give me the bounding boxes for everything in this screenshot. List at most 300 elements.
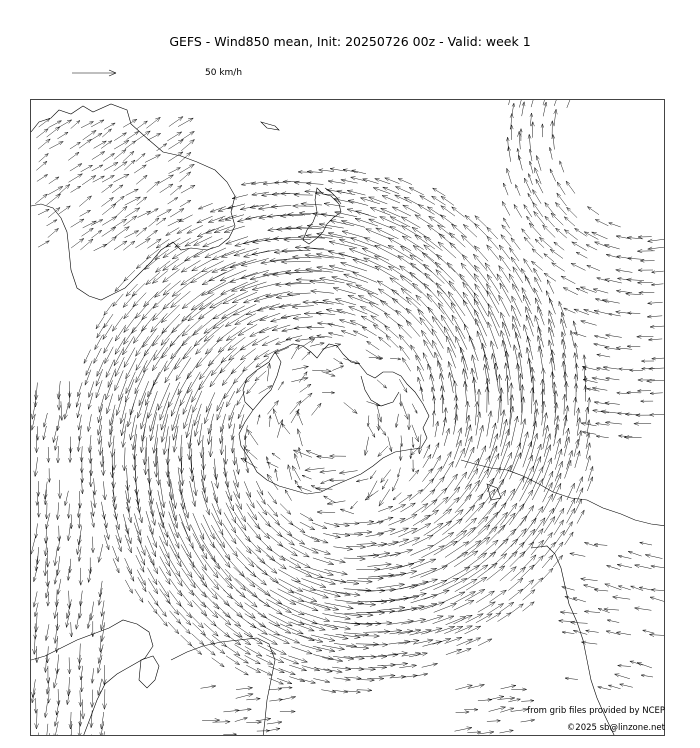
- wind-arrow: [538, 306, 545, 325]
- wind-arrow: [531, 100, 536, 107]
- wind-arrow: [511, 688, 526, 691]
- wind-arrow: [170, 325, 190, 347]
- wind-arrow: [278, 570, 300, 583]
- wind-arrow: [604, 608, 619, 611]
- wind-arrow: [639, 291, 655, 294]
- wind-arrow: [278, 603, 304, 615]
- wind-arrow: [122, 448, 126, 471]
- wind-arrow: [172, 258, 190, 270]
- wind-arrow: [549, 310, 555, 327]
- wind-arrow: [570, 553, 586, 557]
- wind-arrow: [401, 618, 425, 624]
- wind-arrow: [486, 378, 490, 404]
- wind-arrow: [245, 647, 262, 657]
- wind-arrow: [91, 230, 101, 238]
- wind-arrow: [226, 491, 234, 511]
- wind-arrow: [91, 501, 95, 517]
- wind-arrow: [47, 220, 58, 226]
- wind-arrow: [223, 612, 241, 626]
- wind-arrow: [137, 393, 146, 419]
- wind-arrow: [564, 308, 576, 313]
- wind-arrow: [206, 392, 215, 412]
- wind-arrow: [130, 415, 136, 440]
- wind-arrow: [145, 379, 156, 405]
- wind-arrow: [181, 545, 194, 568]
- wind-arrow: [236, 457, 240, 474]
- wind-arrow: [132, 425, 137, 450]
- wind-arrow: [460, 347, 468, 370]
- wind-arrow: [202, 718, 220, 722]
- wind-arrow: [365, 491, 378, 501]
- wind-arrow: [647, 379, 665, 383]
- wind-arrow: [346, 602, 375, 606]
- wind-map: [30, 99, 665, 736]
- wind-arrow: [367, 416, 369, 427]
- wind-arrow: [94, 141, 107, 148]
- wind-arrow: [294, 454, 300, 470]
- wind-arrow: [302, 475, 312, 479]
- wind-arrow: [163, 269, 180, 282]
- wind-arrow: [91, 668, 94, 683]
- wind-arrow: [267, 504, 278, 517]
- wind-arrow: [292, 305, 314, 309]
- wind-arrow: [179, 533, 192, 558]
- wind-arrow: [280, 710, 295, 713]
- wind-arrow: [432, 396, 435, 412]
- wind-arrow: [547, 280, 554, 294]
- wind-arrow: [424, 245, 444, 261]
- wind-arrow: [370, 471, 376, 479]
- wind-arrow: [260, 313, 281, 320]
- wind-arrow: [71, 121, 80, 129]
- wind-arrow: [306, 182, 323, 186]
- wind-arrow: [75, 614, 79, 630]
- wind-arrow: [651, 589, 665, 592]
- wind-arrow: [636, 414, 651, 417]
- wind-arrow: [368, 426, 375, 438]
- wind-arrow: [149, 218, 160, 227]
- wind-arrow: [629, 369, 642, 372]
- wind-arrow: [149, 501, 156, 525]
- wind-arrow: [267, 646, 286, 655]
- wind-arrow: [205, 404, 212, 424]
- wind-arrow: [487, 720, 501, 723]
- wind-arrow: [163, 247, 179, 257]
- wind-arrow: [293, 450, 312, 457]
- wind-arrow: [587, 265, 600, 270]
- wind-arrow: [71, 239, 84, 249]
- wind-arrow: [267, 599, 292, 613]
- wind-arrow: [46, 548, 50, 568]
- wind-arrow: [505, 375, 509, 405]
- wind-arrow: [269, 304, 291, 310]
- wind-arrow: [295, 480, 302, 491]
- wind-arrow: [86, 361, 92, 376]
- wind-arrow: [278, 524, 293, 535]
- wind-arrow: [237, 379, 247, 393]
- wind-arrow: [257, 558, 277, 574]
- wind-arrow: [57, 536, 60, 551]
- wind-arrow: [125, 558, 132, 574]
- wind-arrow: [555, 530, 565, 544]
- wind-arrow: [544, 517, 555, 534]
- wind-arrow: [79, 690, 82, 706]
- wind-arrow: [313, 679, 330, 683]
- wind-arrow: [581, 320, 597, 325]
- wind-arrow: [563, 394, 567, 414]
- wind-arrow: [627, 312, 640, 315]
- wind-arrow: [201, 555, 218, 578]
- wind-arrow: [312, 548, 331, 555]
- wind-arrow: [452, 315, 465, 339]
- wind-arrow: [627, 257, 643, 260]
- wind-arrow: [533, 444, 541, 468]
- wind-arrow: [330, 479, 345, 482]
- wind-arrow: [135, 471, 139, 496]
- wind-arrow: [410, 272, 431, 291]
- wind-arrow: [300, 622, 325, 630]
- wind-arrow: [147, 239, 161, 249]
- wind-arrow: [551, 213, 563, 225]
- wind-arrow: [79, 568, 83, 585]
- wind-arrow: [512, 284, 522, 303]
- wind-arrow: [471, 355, 477, 380]
- wind-arrow: [606, 334, 622, 338]
- wind-arrow: [37, 503, 40, 518]
- wind-arrow: [465, 447, 474, 468]
- wind-arrow: [124, 160, 135, 170]
- wind-arrow: [398, 468, 401, 478]
- wind-arrow: [487, 566, 505, 581]
- wind-arrow: [39, 119, 50, 128]
- wind-arrow: [301, 578, 326, 587]
- wind-arrow: [533, 202, 543, 217]
- wind-arrow: [111, 436, 115, 458]
- wind-arrow: [69, 447, 72, 463]
- wind-arrow: [500, 567, 517, 581]
- wind-arrow: [501, 312, 510, 336]
- wind-arrow: [524, 205, 532, 218]
- wind-arrow: [442, 552, 468, 568]
- wind-arrow: [49, 177, 59, 184]
- wind-arrow: [404, 197, 420, 206]
- wind-arrow: [562, 361, 566, 380]
- wind-arrow: [147, 181, 160, 192]
- wind-arrow: [57, 132, 68, 139]
- wind-arrow: [392, 478, 398, 491]
- wind-arrow: [91, 220, 103, 226]
- wind-arrow: [640, 259, 654, 262]
- wind-arrow: [499, 245, 510, 259]
- wind-arrow: [302, 352, 311, 360]
- wind-arrow: [236, 693, 253, 698]
- wind-arrow: [71, 219, 84, 227]
- wind-arrow: [437, 361, 443, 380]
- wind-arrow: [254, 350, 269, 360]
- wind-arrow: [388, 620, 413, 625]
- wind-arrow: [267, 363, 271, 381]
- wind-arrow: [522, 555, 536, 570]
- wind-arrow: [433, 488, 447, 503]
- wind-arrow: [106, 394, 112, 414]
- wind-arrow: [45, 724, 49, 736]
- wind-arrow: [47, 733, 50, 736]
- wind-arrow: [102, 204, 116, 215]
- wind-arrow: [77, 503, 80, 517]
- data-source-credit: from grib files provided by NCEP: [527, 706, 665, 716]
- wind-arrow: [240, 349, 255, 361]
- wind-arrow: [295, 339, 311, 342]
- wind-arrow: [101, 622, 105, 641]
- wind-arrow: [377, 404, 382, 422]
- wind-arrow: [168, 198, 178, 205]
- wind-arrow: [332, 366, 343, 371]
- wind-arrow: [212, 635, 227, 647]
- wind-arrow: [565, 460, 572, 478]
- wind-arrow: [554, 242, 564, 250]
- wind-arrow: [77, 403, 81, 418]
- wind-arrow: [522, 102, 525, 116]
- wind-arrow: [274, 181, 290, 184]
- wind-arrow: [67, 591, 71, 609]
- wind-arrow: [53, 426, 58, 443]
- wind-arrow: [98, 679, 102, 696]
- wind-arrow: [502, 201, 510, 215]
- wind-arrow: [497, 274, 508, 293]
- wind-arrow: [97, 360, 104, 376]
- wind-arrow: [446, 649, 462, 655]
- wind-arrow: [561, 319, 566, 336]
- wind-arrow: [275, 469, 278, 481]
- wind-arrow: [287, 292, 311, 296]
- wind-arrow: [616, 269, 633, 273]
- wind-arrow: [147, 230, 158, 238]
- wind-arrow: [69, 437, 72, 453]
- wind-arrow: [536, 179, 543, 193]
- wind-arrow: [240, 339, 257, 350]
- wind-arrow: [322, 391, 335, 394]
- wind-arrow: [541, 532, 552, 547]
- wind-arrow: [537, 336, 543, 358]
- wind-arrow: [151, 313, 168, 332]
- wind-arrow: [235, 578, 257, 597]
- wind-arrow: [502, 322, 511, 348]
- wind-arrow: [166, 238, 181, 247]
- wind-arrow: [324, 624, 350, 630]
- wind-arrow: [412, 460, 415, 472]
- wind-arrow: [356, 285, 378, 295]
- wind-arrow: [148, 372, 160, 397]
- wind-arrow: [598, 686, 611, 690]
- wind-arrow: [411, 446, 421, 455]
- wind-arrow: [312, 523, 327, 529]
- wind-arrow: [357, 542, 377, 546]
- wind-arrow: [367, 563, 391, 567]
- wind-arrow: [301, 569, 324, 578]
- wind-arrow: [303, 534, 320, 542]
- wind-arrow: [136, 153, 145, 161]
- wind-arrow: [478, 699, 492, 702]
- wind-arrow: [630, 661, 643, 665]
- wind-arrow: [87, 414, 91, 431]
- wind-arrow: [232, 292, 257, 303]
- wind-arrow: [500, 708, 514, 712]
- wind-arrow: [214, 459, 218, 480]
- wind-arrow: [521, 580, 534, 592]
- wind-arrow: [543, 225, 556, 238]
- wind-arrow: [554, 403, 558, 425]
- legend-speed-label: 50 km/h: [205, 68, 243, 78]
- wind-arrow: [235, 718, 248, 722]
- wind-arrow: [178, 118, 193, 127]
- wind-arrow: [81, 165, 93, 172]
- wind-arrow: [361, 316, 378, 325]
- wind-arrow: [247, 546, 265, 564]
- wind-arrow: [271, 204, 291, 208]
- wind-arrow: [299, 211, 322, 215]
- wind-arrow: [377, 517, 394, 522]
- wind-arrow: [648, 247, 664, 250]
- wind-arrow: [648, 302, 663, 305]
- wind-arrow: [147, 249, 160, 259]
- wind-arrow: [567, 100, 572, 108]
- wind-arrow: [161, 305, 179, 323]
- wind-arrow: [559, 619, 575, 622]
- wind-arrow: [477, 331, 486, 358]
- wind-arrow: [56, 446, 60, 463]
- wind-arrow: [54, 547, 58, 565]
- wind-arrow: [90, 710, 94, 727]
- wind-arrow: [368, 552, 390, 556]
- wind-arrow: [159, 175, 174, 184]
- wind-arrow: [461, 235, 475, 249]
- wind-arrow: [488, 503, 506, 526]
- wind-arrow: [592, 387, 607, 390]
- wind-arrow: [576, 408, 580, 426]
- wind-arrow: [281, 514, 294, 525]
- wind-arrow: [605, 421, 622, 424]
- wind-arrow: [38, 209, 49, 215]
- wind-arrow: [115, 227, 129, 237]
- wind-arrow: [247, 382, 257, 394]
- wind-arrow: [115, 370, 124, 390]
- wind-arrow: [500, 410, 506, 438]
- wind-arrow: [503, 218, 509, 228]
- wind-arrow: [538, 346, 543, 369]
- wind-arrow: [391, 505, 406, 512]
- wind-arrow: [335, 211, 357, 217]
- wind-arrow: [170, 479, 176, 508]
- wind-arrow: [193, 317, 215, 336]
- wind-arrow: [561, 276, 575, 284]
- wind-arrow: [180, 172, 191, 182]
- wind-arrow: [44, 482, 48, 500]
- wind-arrow: [333, 547, 352, 551]
- wind-arrow: [378, 629, 402, 633]
- wind-arrow: [356, 642, 379, 646]
- wind-arrow: [292, 255, 321, 259]
- wind-arrow: [534, 211, 545, 225]
- wind-arrow: [530, 113, 533, 126]
- wind-arrow: [276, 339, 292, 345]
- wind-arrow: [155, 283, 171, 297]
- wind-arrow: [322, 658, 343, 663]
- wind-arrow: [433, 188, 446, 196]
- wind-arrow: [651, 283, 663, 286]
- wind-arrow: [410, 546, 433, 556]
- wind-arrows: [31, 100, 665, 736]
- wind-arrow: [54, 570, 57, 585]
- wind-arrow: [35, 523, 38, 538]
- wind-arrow: [182, 568, 196, 588]
- wind-arrow: [199, 371, 212, 391]
- wind-arrow: [575, 363, 579, 381]
- wind-arrow: [254, 295, 278, 302]
- wind-arrow: [54, 436, 58, 451]
- wind-arrow: [366, 229, 390, 239]
- wind-arrow: [334, 678, 351, 681]
- wind-arrow: [527, 336, 533, 360]
- wind-arrow: [444, 428, 449, 446]
- wind-arrow: [276, 294, 300, 299]
- wind-arrow: [520, 506, 534, 526]
- wind-arrow: [245, 458, 249, 473]
- wind-arrow: [246, 306, 269, 315]
- wind-arrow: [269, 415, 271, 427]
- wind-arrow: [362, 327, 377, 336]
- wind-arrow: [327, 501, 345, 505]
- wind-arrow: [101, 601, 104, 617]
- wind-arrow: [302, 600, 330, 610]
- wind-arrow: [536, 156, 541, 171]
- wind-arrow: [278, 382, 284, 391]
- wind-arrow: [521, 565, 535, 578]
- wind-arrow: [82, 176, 96, 185]
- wind-arrow: [380, 300, 398, 313]
- wind-arrow: [511, 477, 525, 501]
- wind-arrow: [586, 245, 597, 250]
- wind-arrow: [144, 292, 159, 307]
- wind-arrow: [236, 590, 257, 607]
- wind-arrow: [572, 242, 587, 251]
- wind-arrow: [179, 152, 191, 163]
- wind-arrow: [87, 613, 91, 628]
- wind-arrow: [487, 696, 504, 701]
- wind-arrow: [400, 246, 423, 261]
- wind-arrow: [398, 179, 412, 185]
- wind-arrow: [544, 273, 556, 281]
- wind-arrow: [321, 577, 346, 583]
- wind-arrow: [454, 440, 461, 459]
- wind-arrow: [324, 202, 345, 207]
- wind-arrow: [351, 501, 358, 509]
- wind-arrow: [597, 354, 610, 357]
- wind-arrow: [553, 496, 562, 513]
- wind-arrow: [432, 477, 444, 492]
- wind-arrow: [125, 535, 132, 553]
- wind-arrow: [549, 147, 552, 159]
- wind-arrow: [498, 613, 512, 622]
- wind-arrow: [136, 555, 144, 572]
- wind-arrow: [575, 499, 582, 513]
- wind-arrow: [348, 200, 368, 206]
- wind-arrow: [475, 469, 488, 492]
- wind-arrow: [509, 100, 513, 105]
- wind-arrow: [638, 236, 652, 239]
- wind-arrow: [84, 350, 91, 364]
- wind-arrow: [608, 685, 620, 689]
- wind-arrow: [257, 490, 266, 504]
